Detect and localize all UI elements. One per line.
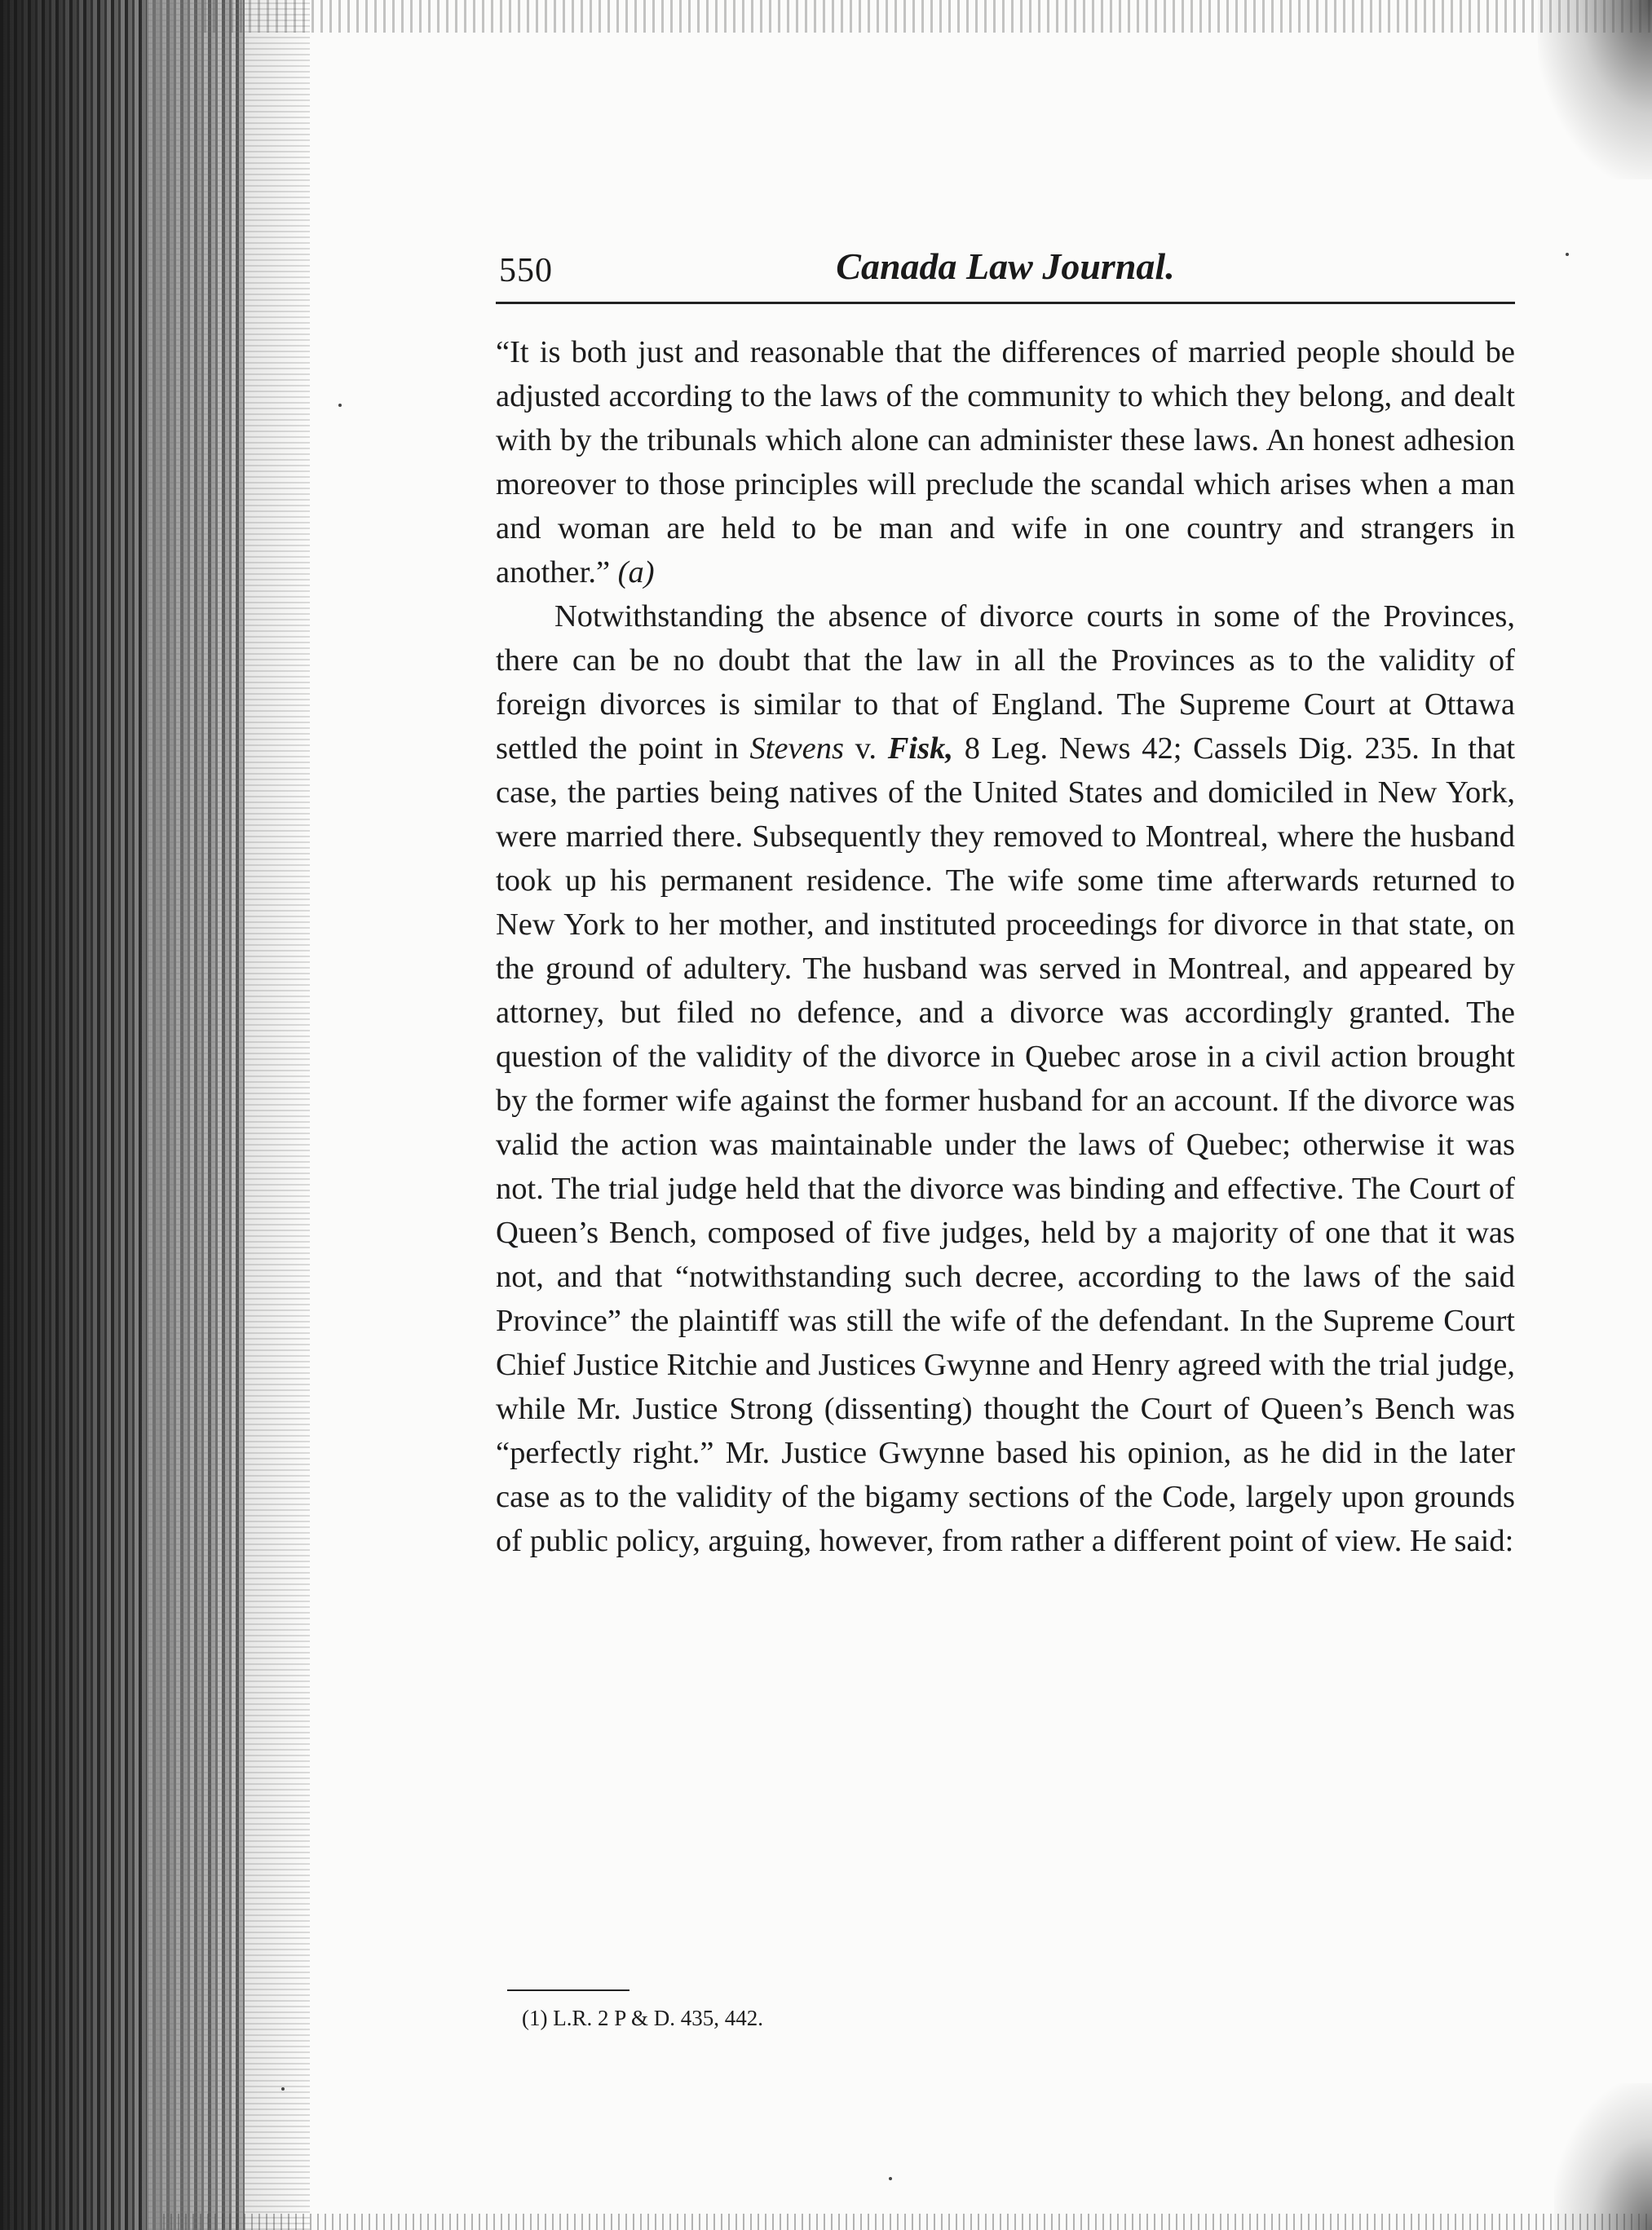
body-text: [496, 330, 1515, 1563]
case-versus: v.: [855, 731, 877, 766]
scan-edge-bottom: [163, 2214, 1652, 2230]
footnote: (1) L.R. 2 P & D. 435, 442.: [522, 2006, 763, 2030]
scan-speck: [281, 2087, 285, 2091]
paragraph-text-rest: 8 Leg. News 42; Cassels Dig. 235. In that case, the parties being natives of the United States and domiciled in New York, were married there. Subsequently they removed to Montreal, where the husband took up his permanent residence. The wife some time afterwards returned to New York to her mother, and instituted proceedings for divorce in that state, on the ground of adultery. The husband was served in Montreal, and appeared by attorney, but filed no defence, and a divorce was accordingly granted. The question of the validity of the divorce in Quebec arose in a civil action brought by the former wife against the former husband for an account. If the divorce was valid the action was maintainable under the laws of Quebec; otherwise it was not. The trial judge held that the divorce was binding and effective. The Court of Queen’s Bench, composed of five judges, held by a majority of one that it was not, and that “notwithstanding such decree, according to the laws of the said Province” the plaintiff was still the wife of the defendant. In the Supreme Court Chief Justice Ritchie and Justices Gwynne and Henry agreed with the trial judge, while Mr. Justice Strong (dissenting) thought the Court of Queen’s Bench was “perfectly right.” Mr. Justice Gwynne based his opinion, as he did in the later case as to the validity of the bigamy sections of the Code, largely upon grounds of public policy, arguing, however, from rather a different point of view. He said:: [496, 731, 1516, 1558]
scan-corner-top-right: [1538, 0, 1652, 179]
running-title: Canada Law Journal.: [836, 245, 1175, 287]
case-name-defendant: Fisk,: [887, 731, 953, 766]
scan-edge-top: [204, 0, 1652, 33]
scan-speck: [338, 404, 342, 407]
footnote-reference: (a): [617, 555, 655, 590]
page-header: [496, 245, 1515, 310]
page-number: 550: [499, 252, 553, 289]
footnote-rule: [507, 1989, 629, 1991]
header-rule: [496, 302, 1515, 304]
case-name-plaintiff: Stevens: [749, 731, 844, 766]
binding-shadow-fade: [147, 0, 310, 2230]
quote-text: “It is both just and reasonable that the differences of married people should be adjusted according to the laws of the community to which they belong, and dealt with by the tribunals which alone can administer these laws. An honest adhesion moreover to those principles will preclude the scandal which arises when a man and woman are held to be man and wife in one country and strangers in another.”: [496, 335, 1515, 590]
main-paragraph: [496, 594, 1515, 1563]
paragraph-text-start: Notwithstanding the absence of divorce courts in some of the Provinces, there can be no doubt that the law in all the Provinces as to the validity of foreign divorces is similar to that of England. The Supreme Court at Ottawa settled the point in: [496, 599, 1515, 766]
scan-corner-bottom-right: [1554, 2083, 1652, 2230]
scan-speck: [889, 2177, 892, 2180]
scan-speck: [1566, 253, 1569, 256]
quote-paragraph: [496, 330, 1515, 594]
